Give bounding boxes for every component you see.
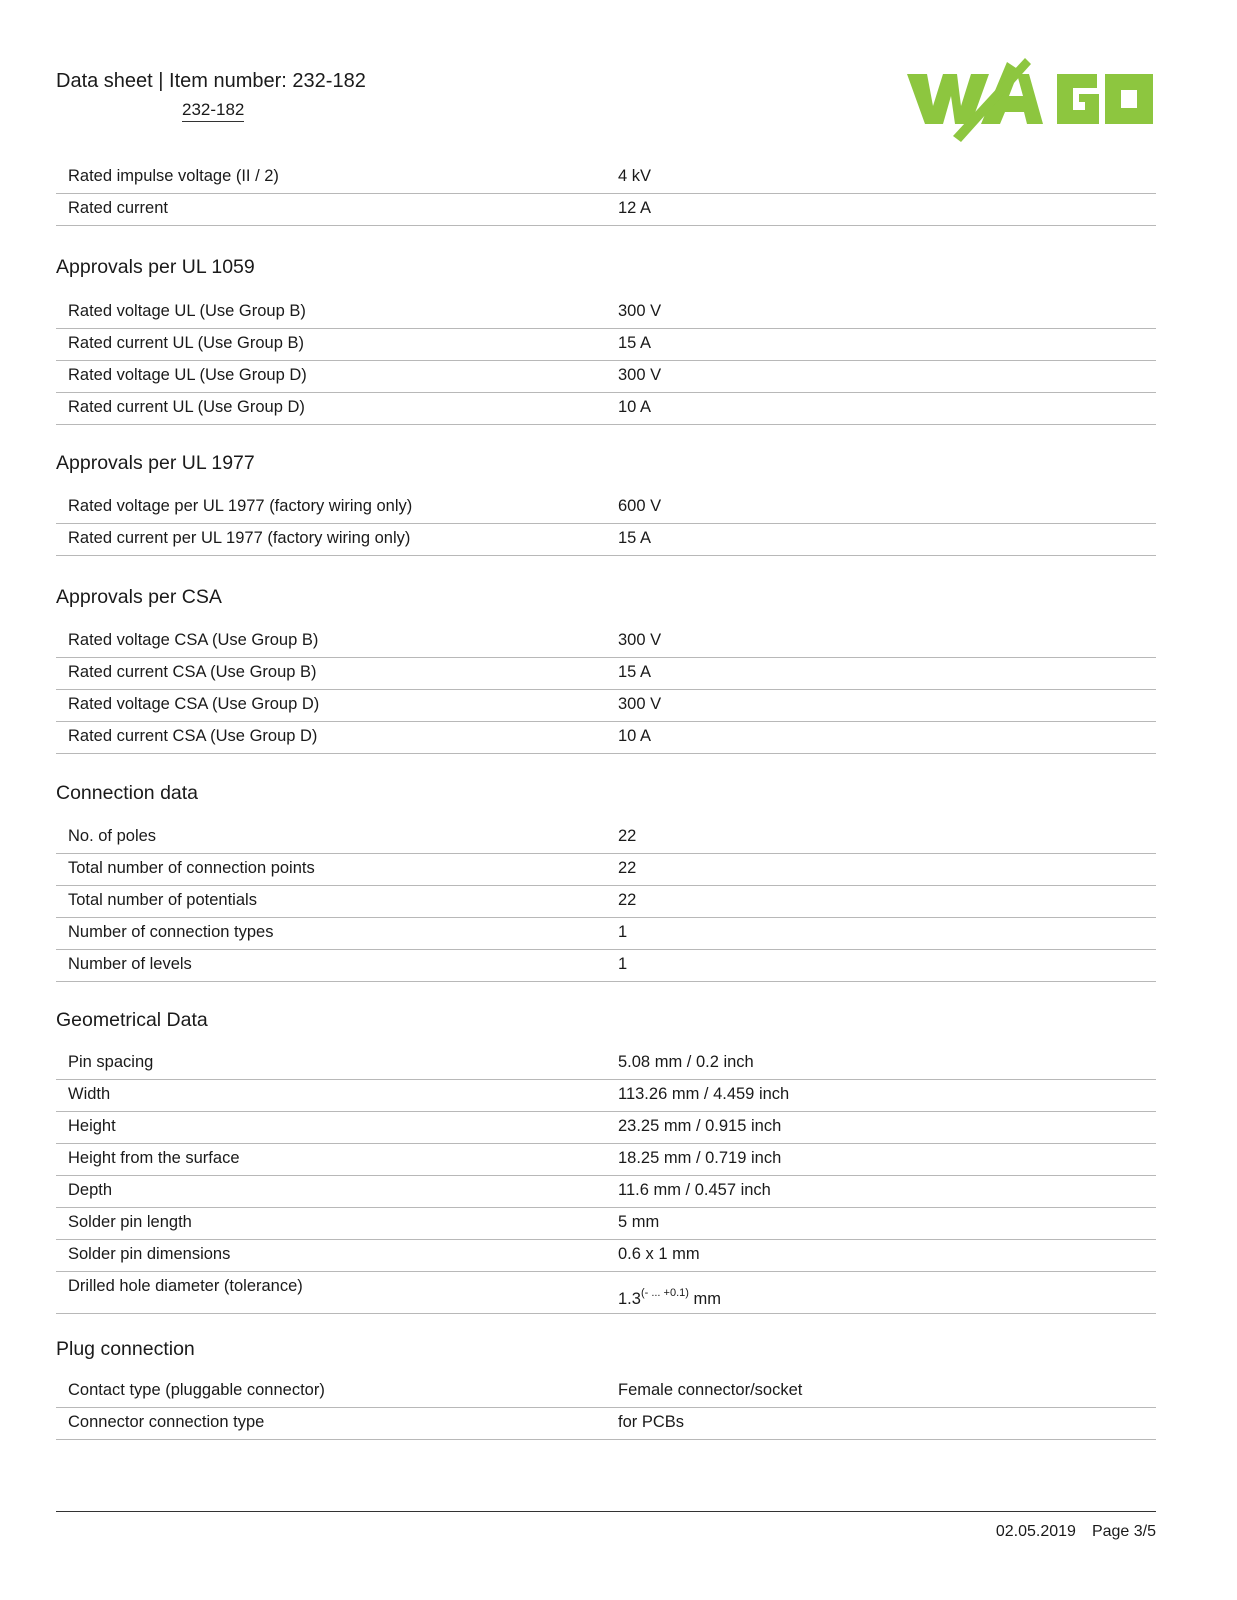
row-label: Rated current: [68, 199, 168, 217]
section-title: Approvals per UL 1059: [56, 256, 255, 278]
section-title: Approvals per UL 1977: [56, 452, 255, 474]
row-value: 22: [618, 859, 637, 877]
section-ul1977: [56, 448, 1156, 556]
page-footer: [996, 1523, 1156, 1541]
table-row: [56, 1048, 1156, 1080]
row-value: for PCBs: [618, 1413, 685, 1431]
row-value: 18.25 mm / 0.719 inch: [618, 1149, 782, 1167]
row-value: 10 A: [618, 398, 652, 416]
table-row: [56, 1272, 1156, 1314]
table-row: [56, 822, 1156, 854]
table-row: [56, 329, 1156, 361]
row-label: Contact type (pluggable connector): [68, 1381, 325, 1399]
row-value: 22: [618, 891, 637, 909]
table-row: [56, 690, 1156, 722]
row-value: 11.6 mm / 0.457 inch: [618, 1181, 771, 1199]
section-title: Approvals per CSA: [56, 586, 222, 608]
row-value: 5.08 mm / 0.2 inch: [618, 1053, 754, 1071]
table-row: [56, 162, 1156, 194]
row-value: 15 A: [618, 334, 652, 352]
row-label: Rated voltage CSA (Use Group D): [68, 695, 320, 713]
section-csa: [56, 582, 1156, 754]
row-label: Total number of connection points: [68, 859, 315, 877]
table-row: [56, 722, 1156, 754]
item-number-link[interactable]: 232-182: [182, 100, 244, 122]
row-label: Number of connection types: [68, 923, 274, 941]
row-value: 113.26 mm / 4.459 inch: [618, 1085, 790, 1103]
page-title: Data sheet | Item number: 232-182: [56, 70, 366, 92]
row-value: 300 V: [618, 302, 662, 320]
table-row: [56, 886, 1156, 918]
row-label: Pin spacing: [68, 1053, 154, 1071]
wago-logo: [905, 56, 1155, 142]
footer-page-number: Page 3/5: [1091, 1523, 1156, 1540]
value-unit: mm: [688, 1290, 722, 1308]
table-row: [56, 1408, 1156, 1440]
row-value: 22: [618, 827, 637, 845]
table-row: [56, 1080, 1156, 1112]
table-row: [56, 918, 1156, 950]
table-row: [56, 1176, 1156, 1208]
row-value: 10 A: [618, 727, 652, 745]
row-label: Total number of potentials: [68, 891, 257, 909]
tolerance-superscript: (- ... +0.1): [640, 1287, 689, 1299]
table-row: [56, 950, 1156, 982]
table-row: [56, 1376, 1156, 1408]
row-label: Connector connection type: [68, 1413, 265, 1431]
row-value: 600 V: [618, 497, 662, 515]
row-label: Rated impulse voltage (II / 2): [68, 167, 279, 185]
table-row: [56, 393, 1156, 425]
row-value: 1: [618, 923, 628, 941]
row-value: 300 V: [618, 695, 662, 713]
row-value: 300 V: [618, 631, 662, 649]
table-row: [56, 361, 1156, 393]
row-value: 23.25 mm / 0.915 inch: [618, 1117, 782, 1135]
row-value: 5 mm: [618, 1213, 660, 1231]
table-row: [56, 854, 1156, 886]
row-value: 4 kV: [618, 167, 652, 185]
table-row: [56, 626, 1156, 658]
section-title: Geometrical Data: [56, 1009, 208, 1031]
table-row: [56, 1112, 1156, 1144]
row-label: Rated current per UL 1977 (factory wiring only): [68, 529, 411, 547]
row-value: 15 A: [618, 663, 652, 681]
row-value: Female connector/socket: [618, 1381, 803, 1399]
table-row: [56, 194, 1156, 226]
row-label: Rated current UL (Use Group B): [68, 334, 304, 352]
row-value: 15 A: [618, 529, 652, 547]
table-row: [56, 1240, 1156, 1272]
row-value: 300 V: [618, 366, 662, 384]
row-value: 1: [618, 955, 628, 973]
section-geometrical-data: [56, 1005, 1156, 1314]
top-specs-table: [56, 162, 1156, 226]
table-row: [56, 1208, 1156, 1240]
row-label: Rated voltage per UL 1977 (factory wiring only): [68, 497, 413, 515]
row-label: Width: [68, 1085, 111, 1103]
value-main: 1.3: [618, 1290, 641, 1308]
table-row: [56, 524, 1156, 556]
row-label: Rated voltage UL (Use Group D): [68, 366, 307, 384]
row-label: Height from the surface: [68, 1149, 240, 1167]
row-value: 12 A: [618, 199, 652, 217]
section-title: Plug connection: [56, 1338, 195, 1360]
row-label: Rated current CSA (Use Group B): [68, 663, 317, 681]
table-row: [56, 1144, 1156, 1176]
footer-divider: [56, 1511, 1156, 1512]
row-label: Rated voltage CSA (Use Group B): [68, 631, 319, 649]
row-value: [618, 1287, 721, 1309]
row-label: Rated current CSA (Use Group D): [68, 727, 318, 745]
row-label: Depth: [68, 1181, 113, 1199]
row-label: Solder pin length: [68, 1213, 192, 1231]
section-title: Connection data: [56, 782, 199, 804]
row-label: Solder pin dimensions: [68, 1245, 231, 1263]
row-label: Drilled hole diameter (tolerance): [68, 1277, 303, 1295]
row-label: Rated voltage UL (Use Group B): [68, 302, 306, 320]
table-row: [56, 492, 1156, 524]
section-ul1059: [56, 252, 1156, 425]
footer-date: 02.05.2019: [995, 1523, 1076, 1540]
row-label: Number of levels: [68, 955, 192, 973]
table-row: [56, 297, 1156, 329]
row-label: Rated current UL (Use Group D): [68, 398, 305, 416]
row-label: No. of poles: [68, 827, 157, 845]
table-row: [56, 658, 1156, 690]
row-label: Height: [68, 1117, 116, 1135]
section-connection-data: [56, 778, 1156, 982]
row-value: 0.6 x 1 mm: [618, 1245, 700, 1263]
section-plug-connection: [56, 1334, 1156, 1440]
